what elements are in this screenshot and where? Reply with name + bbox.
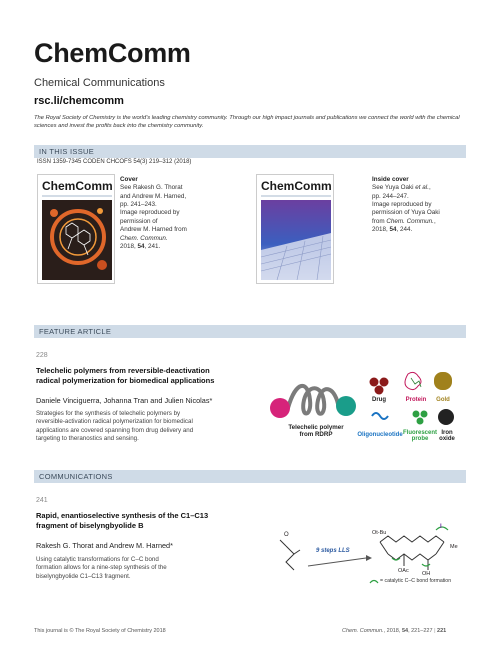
section-bar-feature-article (34, 325, 466, 338)
iodide-label: I (440, 524, 442, 530)
caption-line[interactable]: pp. 244–247. (372, 192, 409, 200)
article-authors: Rakesh G. Thorat and Andrew M. Harned* (36, 541, 173, 550)
footer-ref: , 221–227 (408, 628, 433, 634)
fluorescent-probe-label (400, 430, 440, 442)
acetate-label: OAc (398, 568, 409, 574)
inside-cover-artwork (257, 175, 334, 284)
journal-url[interactable]: rsc.li/chemcomm (34, 95, 124, 107)
methyl-label: Me (450, 544, 458, 550)
iron-oxide-label (436, 430, 458, 442)
article-title-line: Telechelic polymers from reversible-deactivation (36, 366, 210, 375)
abstract-line: biselyngbyolide C1–C13 fragment. (36, 572, 131, 580)
journal-title: ChemComm (34, 38, 191, 68)
caption-ref: , 241. (144, 242, 161, 250)
abstract-line: reversible-activation radical polymerization for biomedical (36, 418, 193, 426)
abstract-line: Strategies for the synthesis of telechelic polymers by (36, 410, 181, 417)
iron-label-line: Iron (441, 430, 453, 436)
caption-etal: et al. (415, 184, 429, 192)
inside-cover-caption: Inside cover See Yuya Oaki et al., pp. 244–247. Image reproduced by permission of Yuya Oaki from Chem. Commun., 2018, 54, 244. (372, 176, 468, 235)
polymer-label-line: from RDRP (299, 431, 333, 438)
drug-label: Drug (372, 397, 386, 403)
article-page-number: 228 (36, 352, 48, 359)
polymer-label (276, 424, 356, 438)
abstract-line: applications are covered spanning from drug delivery and (36, 426, 194, 434)
article-title[interactable] (36, 511, 266, 531)
caption-line: See Rakesh G. Thorat (120, 184, 183, 192)
footer-citation (342, 628, 446, 634)
footer-separator: | (434, 628, 438, 634)
iron-label-line: oxide (439, 436, 455, 442)
section-heading: IN THIS ISSUE (39, 147, 95, 156)
probe-label-line: Fluorescent (402, 430, 437, 436)
footer-copyright: This journal is © The Royal Society of Chemistry 2018 (34, 628, 166, 634)
footer-journal: Chem. Commun. (342, 628, 384, 634)
cover-caption (120, 176, 200, 251)
journal-subtitle: Chemical Communications (34, 77, 165, 89)
caption-line: Andrew M. Harned from (120, 226, 187, 234)
caption-line: from (372, 217, 387, 225)
caption-line: Image reproduced by (120, 209, 180, 217)
probe-label-line: probe (411, 436, 429, 442)
caption-line: and Andrew M. Harned, (120, 192, 187, 200)
ketone-o-label: O (284, 532, 289, 538)
caption-ref: 2018, (120, 242, 138, 250)
hydroxyl-label: OH (422, 571, 431, 577)
article-abstract (36, 410, 266, 443)
section-heading: FEATURE ARTICLE (39, 327, 112, 336)
alpha-label: α (278, 368, 284, 378)
oligonucleotide-label: Oligonucleotide (357, 432, 403, 438)
feature-toc-graphic (266, 360, 471, 460)
caption-line: See Yuya Oaki (372, 184, 414, 192)
section-bar-communications (34, 470, 466, 483)
issn-line: ISSN 1359-7345 CODEN CHCOFS 54(3) 219–312 (2018) (37, 159, 192, 165)
polymer-chain (266, 360, 471, 460)
article-title-line: radical polymerization for biomedical applications (36, 376, 215, 386)
legend-text: = catalytic C–C bond formation (380, 578, 452, 584)
cover-label: Cover (120, 176, 138, 183)
omega-label: ω (342, 366, 350, 376)
caption-line: Image reproduced by (372, 201, 432, 209)
article-authors: Daniele Vinciguerra, Johanna Tran and Julien Nicolas* (36, 396, 213, 405)
article-abstract (36, 556, 256, 581)
otbu-label: Ot-Bu (372, 530, 387, 536)
section-bar-in-this-issue (34, 145, 466, 158)
intro-paragraph: The Royal Society of Chemistry is the world's leading chemistry community. Through our high impact journals and publications we connect the world with the chemical sciences and invest the profits back into the chemistry community. (34, 115, 460, 129)
caption-ref: , 244. (396, 226, 413, 234)
polymer-label-line: Telechelic polymer (288, 424, 344, 431)
caption-journal: Chem. Commun. (120, 234, 168, 242)
footer-volume: 54 (401, 628, 409, 634)
cover-label: Inside cover (372, 176, 409, 183)
gold-label: Gold (436, 397, 450, 403)
abstract-line: targeting to theranostics and sensing. (36, 435, 139, 443)
article-title[interactable] (36, 366, 266, 386)
protein-label: Protein (405, 397, 427, 403)
abstract-line: Using catalytic transformations for C–C bond (36, 556, 159, 563)
communication-toc-graphic (266, 510, 471, 598)
caption-line[interactable]: pp. 241–243. (120, 201, 157, 209)
abstract-line: formation allows for a nine-step synthesis of the (36, 564, 167, 572)
cover-logo: ChemComm (42, 179, 113, 193)
caption-ref: 2018, (372, 226, 390, 234)
steps-label: 9 steps LLS (316, 548, 350, 554)
section-heading: COMMUNICATIONS (39, 472, 113, 481)
caption-journal: Chem. Commun. (386, 217, 434, 225)
cover-logo: ChemComm (261, 179, 332, 193)
article-title-line: Rapid, enantioselective synthesis of the C1–C13 (36, 511, 209, 520)
caption-volume: 54 (389, 226, 397, 234)
cover-artwork (38, 175, 115, 284)
caption-line: permission of (120, 217, 158, 225)
caption-line: permission of Yuya Oaki (372, 209, 440, 217)
article-title-line: fragment of biselyngbyolide B (36, 521, 144, 531)
footer-page-number: 221 (437, 628, 447, 634)
cover-image[interactable] (37, 174, 115, 284)
inside-cover-image[interactable] (256, 174, 334, 284)
footer-ref: , 2018, (383, 628, 402, 634)
caption-volume: 54 (137, 242, 145, 250)
article-page-number: 241 (36, 497, 48, 504)
